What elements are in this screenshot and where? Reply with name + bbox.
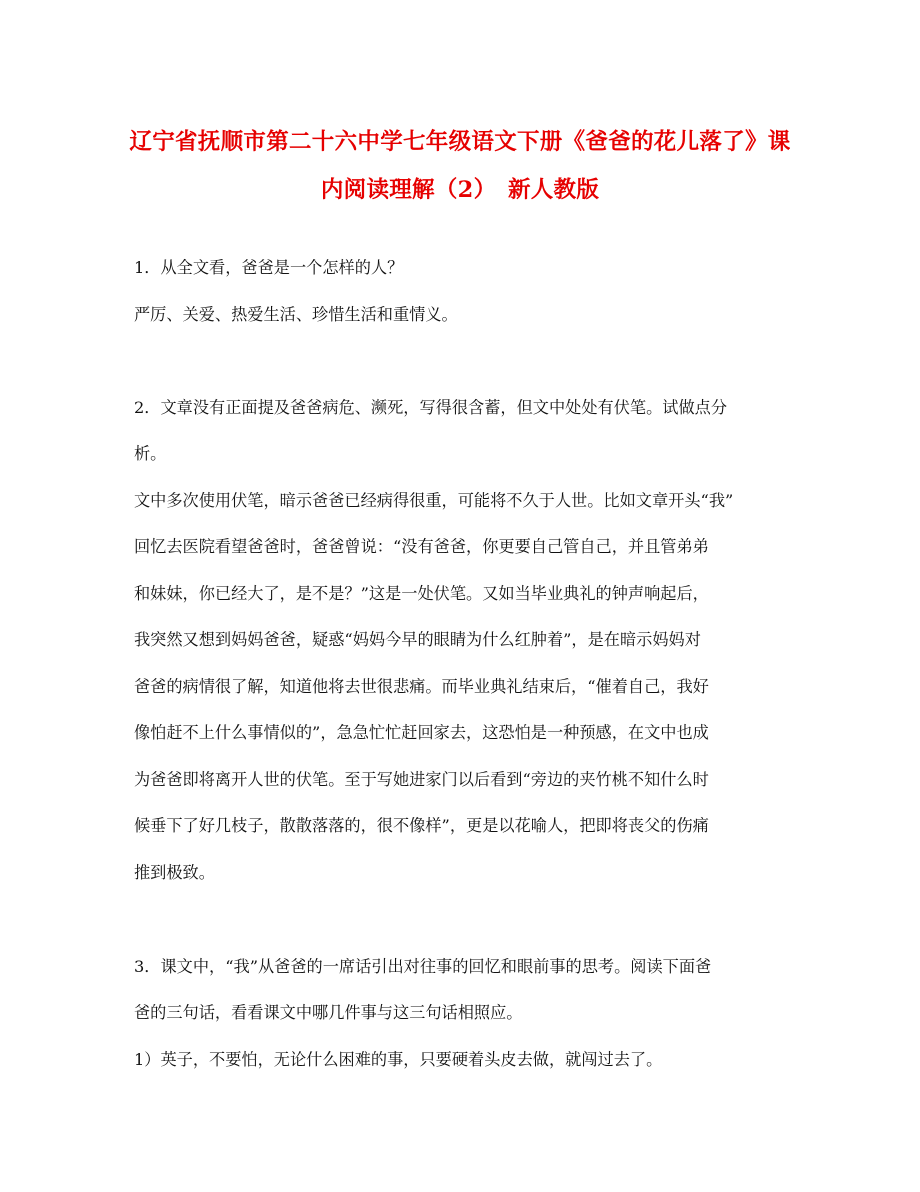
question-3-line-2: 爸的三句话，看看课文中哪几件事与这三句话相照应。 xyxy=(134,1003,523,1022)
answer-2-line-8: 候垂下了好几枝子，散散落落的，很不像样”，更是以花喻人，把即将丧父的伤痛 xyxy=(134,816,709,835)
answer-2-line-7: 为爸爸即将离开人世的伏笔。至于写她进家门以后看到“旁边的夹竹桃不知什么时 xyxy=(134,770,709,789)
answer-2-line-9: 推到极致。 xyxy=(134,863,215,882)
answer-2-line-4: 我突然又想到妈妈爸爸，疑惑“妈妈今早的眼睛为什么红肿着”，是在暗示妈妈对 xyxy=(134,630,701,649)
document-title-line-2: 内阅读理解（2） 新人教版 xyxy=(320,177,600,203)
answer-2-line-1: 文中多次使用伏笔，暗示爸爸已经病得很重，可能将不久于人世。比如文章开头“我” xyxy=(134,491,734,510)
answer-3-line-1: 1）英子，不要怕，无论什么困难的事，只要硬着头皮去做，就闯过去了。 xyxy=(134,1050,663,1069)
document-title-line-1: 辽宁省抚顺市第二十六中学七年级语文下册《爸爸的花儿落了》课 xyxy=(129,129,791,155)
answer-1-line-1: 严厉、关爱、热爱生活、珍惜生活和重情义。 xyxy=(134,305,458,324)
answer-2-line-5: 爸爸的病情很了解，知道他将去世很悲痛。而毕业典礼结束后，“催着自己，我好 xyxy=(134,677,709,696)
question-1-line-1: 1．从全文看，爸爸是一个怎样的人？ xyxy=(134,258,404,277)
question-2-line-1: 2．文章没有正面提及爸爸病危、濒死，写得很含蓄，但文中处处有伏笔。试做点分 xyxy=(134,398,728,417)
question-3-line-1: 3．课文中，“我”从爸爸的一席话引出对往事的回忆和眼前事的思考。阅读下面爸 xyxy=(134,957,712,976)
answer-2-line-6: 像怕赶不上什么事情似的”，急急忙忙赶回家去，这恐怕是一种预感，在文中也成 xyxy=(134,723,709,742)
answer-2-line-3: 和妹妹，你已经大了，是不是？”这是一处伏笔。又如当毕业典礼的钟声响起后， xyxy=(134,584,709,603)
question-2-line-2: 析。 xyxy=(134,444,167,463)
answer-2-line-2: 回忆去医院看望爸爸时，爸爸曾说：“没有爸爸，你更要自己管自己，并且管弟弟 xyxy=(134,537,709,556)
